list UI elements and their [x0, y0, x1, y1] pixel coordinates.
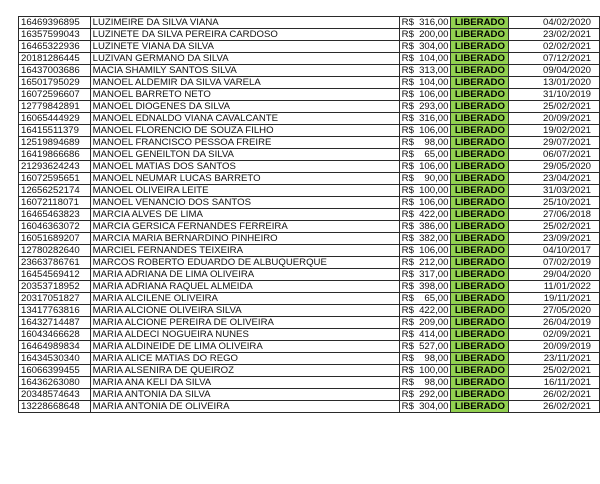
- amount-label: 98,00: [424, 353, 449, 364]
- status-badge: LIBERADO: [451, 233, 509, 245]
- table-row: [19, 233, 600, 245]
- date-cell: 25/02/2021: [509, 365, 600, 377]
- value-cell: [399, 317, 451, 329]
- amount-label: 304,00: [419, 401, 449, 412]
- value-cell: [399, 245, 451, 257]
- table-row: [19, 29, 600, 41]
- table-row: [19, 185, 600, 197]
- table-row: [19, 125, 600, 137]
- table-row: [19, 113, 600, 125]
- code-cell: 13228668648: [19, 401, 91, 413]
- table-row: [19, 65, 600, 77]
- table-body: [19, 17, 600, 413]
- currency-label: R$: [401, 125, 414, 136]
- name-cell: MARIA ALDINEIDE DE LIMA OLIVEIRA: [90, 341, 399, 353]
- code-cell: 16072118071: [19, 197, 91, 209]
- value-cell: [399, 29, 451, 41]
- status-badge: LIBERADO: [451, 53, 509, 65]
- currency-label: R$: [401, 149, 414, 160]
- status-badge: LIBERADO: [451, 305, 509, 317]
- status-badge: LIBERADO: [451, 245, 509, 257]
- name-cell: MARCIA ALVES DE LIMA: [90, 209, 399, 221]
- currency-label: R$: [401, 137, 414, 148]
- value-cell: [399, 77, 451, 89]
- code-cell: 16051689207: [19, 233, 91, 245]
- date-cell: 23/04/2021: [509, 173, 600, 185]
- status-badge: LIBERADO: [451, 353, 509, 365]
- status-badge: LIBERADO: [451, 149, 509, 161]
- amount-label: 100,00: [419, 185, 449, 196]
- name-cell: MARIA ADRIANA DE LIMA OLIVEIRA: [90, 269, 399, 281]
- amount-label: 90,00: [424, 173, 449, 184]
- status-badge: LIBERADO: [451, 389, 509, 401]
- date-cell: 16/11/2021: [509, 377, 600, 389]
- amount-label: 304,00: [419, 41, 449, 52]
- currency-label: R$: [401, 353, 414, 364]
- name-cell: MANOEL OLIVEIRA LEITE: [90, 185, 399, 197]
- amount-label: 422,00: [419, 209, 449, 220]
- name-cell: MANOEL MATIAS DOS SANTOS: [90, 161, 399, 173]
- code-cell: 16419866686: [19, 149, 91, 161]
- status-badge: LIBERADO: [451, 17, 509, 29]
- value-cell: [399, 305, 451, 317]
- currency-label: R$: [401, 365, 414, 376]
- currency-label: R$: [401, 305, 414, 316]
- code-cell: 16469396895: [19, 17, 91, 29]
- currency-label: R$: [401, 209, 414, 220]
- table-row: [19, 269, 600, 281]
- code-cell: 12779842891: [19, 101, 91, 113]
- status-badge: LIBERADO: [451, 197, 509, 209]
- status-badge: LIBERADO: [451, 329, 509, 341]
- status-badge: LIBERADO: [451, 281, 509, 293]
- date-cell: 23/09/2021: [509, 233, 600, 245]
- table-row: [19, 317, 600, 329]
- date-cell: 29/07/2021: [509, 137, 600, 149]
- name-cell: MARIA ANTONIA DE OLIVEIRA: [90, 401, 399, 413]
- amount-label: 382,00: [419, 233, 449, 244]
- date-cell: 26/02/2021: [509, 389, 600, 401]
- amount-label: 106,00: [419, 245, 449, 256]
- name-cell: MARIA ANA KELI DA SILVA: [90, 377, 399, 389]
- date-cell: 27/06/2018: [509, 209, 600, 221]
- date-cell: 19/11/2021: [509, 293, 600, 305]
- currency-label: R$: [401, 41, 414, 52]
- table-row: [19, 305, 600, 317]
- currency-label: R$: [401, 77, 414, 88]
- amount-label: 106,00: [419, 125, 449, 136]
- table-row: [19, 137, 600, 149]
- date-cell: 07/12/2021: [509, 53, 600, 65]
- status-badge: LIBERADO: [451, 89, 509, 101]
- value-cell: [399, 221, 451, 233]
- name-cell: MARCIA MARIA BERNARDINO PINHEIRO: [90, 233, 399, 245]
- value-cell: [399, 329, 451, 341]
- name-cell: MACIA SHAMILY SANTOS SILVA: [90, 65, 399, 77]
- amount-label: 386,00: [419, 221, 449, 232]
- name-cell: MARCIEL FERNANDES TEIXEIRA: [90, 245, 399, 257]
- amount-label: 106,00: [419, 197, 449, 208]
- status-badge: LIBERADO: [451, 161, 509, 173]
- date-cell: 13/01/2020: [509, 77, 600, 89]
- status-badge: LIBERADO: [451, 41, 509, 53]
- code-cell: 13417763816: [19, 305, 91, 317]
- currency-label: R$: [401, 161, 414, 172]
- code-cell: 16072596607: [19, 89, 91, 101]
- name-cell: MANOEL EDNALDO VIANA CAVALCANTE: [90, 113, 399, 125]
- amount-label: 422,00: [419, 305, 449, 316]
- date-cell: 29/04/2020: [509, 269, 600, 281]
- name-cell: LUZIVAN GERMANO DA SILVA: [90, 53, 399, 65]
- amount-label: 106,00: [419, 89, 449, 100]
- status-badge: LIBERADO: [451, 185, 509, 197]
- name-cell: MARIA ALCILENE OLIVEIRA: [90, 293, 399, 305]
- name-cell: MARIA ADRIANA RAQUEL ALMEIDA: [90, 281, 399, 293]
- value-cell: [399, 197, 451, 209]
- amount-label: 209,00: [419, 317, 449, 328]
- currency-label: R$: [401, 65, 414, 76]
- status-badge: LIBERADO: [451, 365, 509, 377]
- date-cell: 11/01/2022: [509, 281, 600, 293]
- date-cell: 06/07/2021: [509, 149, 600, 161]
- beneficiary-table: [18, 16, 600, 413]
- value-cell: [399, 53, 451, 65]
- date-cell: 23/11/2021: [509, 353, 600, 365]
- status-badge: LIBERADO: [451, 257, 509, 269]
- currency-label: R$: [401, 197, 414, 208]
- value-cell: [399, 281, 451, 293]
- code-cell: 16072595651: [19, 173, 91, 185]
- name-cell: MARIA ALSENIRA DE QUEIROZ: [90, 365, 399, 377]
- table-row: [19, 197, 600, 209]
- code-cell: 21293624243: [19, 161, 91, 173]
- date-cell: 23/02/2021: [509, 29, 600, 41]
- status-badge: LIBERADO: [451, 401, 509, 413]
- status-badge: LIBERADO: [451, 113, 509, 125]
- currency-label: R$: [401, 269, 414, 280]
- value-cell: [399, 89, 451, 101]
- code-cell: 20317051827: [19, 293, 91, 305]
- currency-label: R$: [401, 377, 414, 388]
- name-cell: MANOEL DIOGENES DA SILVA: [90, 101, 399, 113]
- status-badge: LIBERADO: [451, 293, 509, 305]
- date-cell: 02/09/2021: [509, 329, 600, 341]
- name-cell: MARIA ALICE MATIAS DO REGO: [90, 353, 399, 365]
- currency-label: R$: [401, 233, 414, 244]
- date-cell: 31/10/2019: [509, 89, 600, 101]
- value-cell: [399, 65, 451, 77]
- amount-label: 317,00: [419, 269, 449, 280]
- code-cell: 16464989834: [19, 341, 91, 353]
- currency-label: R$: [401, 113, 414, 124]
- amount-label: 98,00: [424, 137, 449, 148]
- code-cell: 16437003686: [19, 65, 91, 77]
- currency-label: R$: [401, 257, 414, 268]
- table-row: [19, 401, 600, 413]
- date-cell: 31/03/2021: [509, 185, 600, 197]
- code-cell: 16065444929: [19, 113, 91, 125]
- value-cell: [399, 17, 451, 29]
- code-cell: 16357599043: [19, 29, 91, 41]
- table-row: [19, 377, 600, 389]
- name-cell: MARIA ALCIONE PEREIRA DE OLIVEIRA: [90, 317, 399, 329]
- code-cell: 16436263080: [19, 377, 91, 389]
- amount-label: 212,00: [419, 257, 449, 268]
- table-row: [19, 89, 600, 101]
- name-cell: MARIA ALCIONE OLIVEIRA SILVA: [90, 305, 399, 317]
- amount-label: 527,00: [419, 341, 449, 352]
- table-row: [19, 221, 600, 233]
- value-cell: [399, 161, 451, 173]
- code-cell: 12780282640: [19, 245, 91, 257]
- currency-label: R$: [401, 401, 414, 412]
- amount-label: 292,00: [419, 389, 449, 400]
- name-cell: MANOEL BARRETO NETO: [90, 89, 399, 101]
- name-cell: MANOEL NEUMAR LUCAS BARRETO: [90, 173, 399, 185]
- status-badge: LIBERADO: [451, 125, 509, 137]
- table-row: [19, 209, 600, 221]
- date-cell: 07/02/2019: [509, 257, 600, 269]
- amount-label: 200,00: [419, 29, 449, 40]
- table-row: [19, 101, 600, 113]
- code-cell: 23663786761: [19, 257, 91, 269]
- table-row: [19, 293, 600, 305]
- name-cell: MARIA ALDECI NOGUEIRA NUNES: [90, 329, 399, 341]
- code-cell: 16415511379: [19, 125, 91, 137]
- table-row: [19, 353, 600, 365]
- name-cell: MANOEL FLORENCIO DE SOUZA FILHO: [90, 125, 399, 137]
- date-cell: 25/02/2021: [509, 221, 600, 233]
- status-badge: LIBERADO: [451, 29, 509, 41]
- amount-label: 313,00: [419, 65, 449, 76]
- currency-label: R$: [401, 29, 414, 40]
- amount-label: 414,00: [419, 329, 449, 340]
- value-cell: [399, 137, 451, 149]
- code-cell: 16432714487: [19, 317, 91, 329]
- status-badge: LIBERADO: [451, 341, 509, 353]
- currency-label: R$: [401, 329, 414, 340]
- amount-label: 65,00: [424, 149, 449, 160]
- currency-label: R$: [401, 341, 414, 352]
- value-cell: [399, 293, 451, 305]
- date-cell: 20/09/2021: [509, 113, 600, 125]
- currency-label: R$: [401, 317, 414, 328]
- table-row: [19, 341, 600, 353]
- code-cell: 16501795029: [19, 77, 91, 89]
- currency-label: R$: [401, 185, 414, 196]
- name-cell: MARCIA GERSICA FERNANDES FERREIRA: [90, 221, 399, 233]
- value-cell: [399, 185, 451, 197]
- code-cell: 20353718952: [19, 281, 91, 293]
- status-badge: LIBERADO: [451, 221, 509, 233]
- amount-label: 104,00: [419, 77, 449, 88]
- value-cell: [399, 257, 451, 269]
- currency-label: R$: [401, 293, 414, 304]
- name-cell: MARIA ANTONIA DA SILVA: [90, 389, 399, 401]
- table-row: [19, 173, 600, 185]
- table-row: [19, 245, 600, 257]
- code-cell: 12519894689: [19, 137, 91, 149]
- amount-label: 104,00: [419, 53, 449, 64]
- currency-label: R$: [401, 389, 414, 400]
- code-cell: 20181286445: [19, 53, 91, 65]
- code-cell: 20348574643: [19, 389, 91, 401]
- amount-label: 98,00: [424, 377, 449, 388]
- table-row: [19, 17, 600, 29]
- date-cell: 26/04/2019: [509, 317, 600, 329]
- currency-label: R$: [401, 245, 414, 256]
- code-cell: 16046363072: [19, 221, 91, 233]
- code-cell: 16043466628: [19, 329, 91, 341]
- amount-label: 100,00: [419, 365, 449, 376]
- status-badge: LIBERADO: [451, 209, 509, 221]
- date-cell: 20/09/2019: [509, 341, 600, 353]
- value-cell: [399, 389, 451, 401]
- currency-label: R$: [401, 281, 414, 292]
- value-cell: [399, 233, 451, 245]
- currency-label: R$: [401, 89, 414, 100]
- amount-label: 106,00: [419, 161, 449, 172]
- code-cell: 12656252174: [19, 185, 91, 197]
- table-row: [19, 281, 600, 293]
- value-cell: [399, 41, 451, 53]
- name-cell: MANOEL GENEILTON DA SILVA: [90, 149, 399, 161]
- date-cell: 29/05/2020: [509, 161, 600, 173]
- date-cell: 27/05/2020: [509, 305, 600, 317]
- status-badge: LIBERADO: [451, 77, 509, 89]
- status-badge: LIBERADO: [451, 137, 509, 149]
- name-cell: LUZINETE DA SILVA PEREIRA CARDOSO: [90, 29, 399, 41]
- name-cell: LUZINETE VIANA DA SILVA: [90, 41, 399, 53]
- table-row: [19, 329, 600, 341]
- table-row: [19, 53, 600, 65]
- status-badge: LIBERADO: [451, 317, 509, 329]
- status-badge: LIBERADO: [451, 101, 509, 113]
- name-cell: MANOEL ALDEMIR DA SILVA VARELA: [90, 77, 399, 89]
- date-cell: 04/02/2020: [509, 17, 600, 29]
- status-badge: LIBERADO: [451, 377, 509, 389]
- code-cell: 16066399455: [19, 365, 91, 377]
- status-badge: LIBERADO: [451, 173, 509, 185]
- status-badge: LIBERADO: [451, 65, 509, 77]
- currency-label: R$: [401, 173, 414, 184]
- date-cell: 19/02/2021: [509, 125, 600, 137]
- table-row: [19, 41, 600, 53]
- table-row: [19, 365, 600, 377]
- table-row: [19, 161, 600, 173]
- amount-label: 316,00: [419, 17, 449, 28]
- code-cell: 16454569412: [19, 269, 91, 281]
- date-cell: 25/02/2021: [509, 101, 600, 113]
- value-cell: [399, 125, 451, 137]
- value-cell: [399, 173, 451, 185]
- date-cell: 25/10/2021: [509, 197, 600, 209]
- value-cell: [399, 353, 451, 365]
- table-row: [19, 257, 600, 269]
- table-row: [19, 149, 600, 161]
- table-row: [19, 77, 600, 89]
- name-cell: MANOEL FRANCISCO PESSOA FREIRE: [90, 137, 399, 149]
- name-cell: MARCOS ROBERTO EDUARDO DE ALBUQUERQUE: [90, 257, 399, 269]
- code-cell: 16434530340: [19, 353, 91, 365]
- value-cell: [399, 113, 451, 125]
- value-cell: [399, 149, 451, 161]
- currency-label: R$: [401, 101, 414, 112]
- amount-label: 65,00: [424, 293, 449, 304]
- date-cell: 26/02/2021: [509, 401, 600, 413]
- amount-label: 398,00: [419, 281, 449, 292]
- code-cell: 16465322936: [19, 41, 91, 53]
- value-cell: [399, 341, 451, 353]
- table-row: [19, 389, 600, 401]
- value-cell: [399, 101, 451, 113]
- currency-label: R$: [401, 53, 414, 64]
- code-cell: 16465463823: [19, 209, 91, 221]
- currency-label: R$: [401, 17, 414, 28]
- date-cell: 09/04/2020: [509, 65, 600, 77]
- status-badge: LIBERADO: [451, 269, 509, 281]
- currency-label: R$: [401, 221, 414, 232]
- value-cell: [399, 401, 451, 413]
- value-cell: [399, 269, 451, 281]
- name-cell: LUZIMEIRE DA SILVA VIANA: [90, 17, 399, 29]
- date-cell: 02/02/2021: [509, 41, 600, 53]
- amount-label: 293,00: [419, 101, 449, 112]
- value-cell: [399, 377, 451, 389]
- amount-label: 316,00: [419, 113, 449, 124]
- date-cell: 04/10/2017: [509, 245, 600, 257]
- name-cell: MANOEL VENANCIO DOS SANTOS: [90, 197, 399, 209]
- value-cell: [399, 365, 451, 377]
- value-cell: [399, 209, 451, 221]
